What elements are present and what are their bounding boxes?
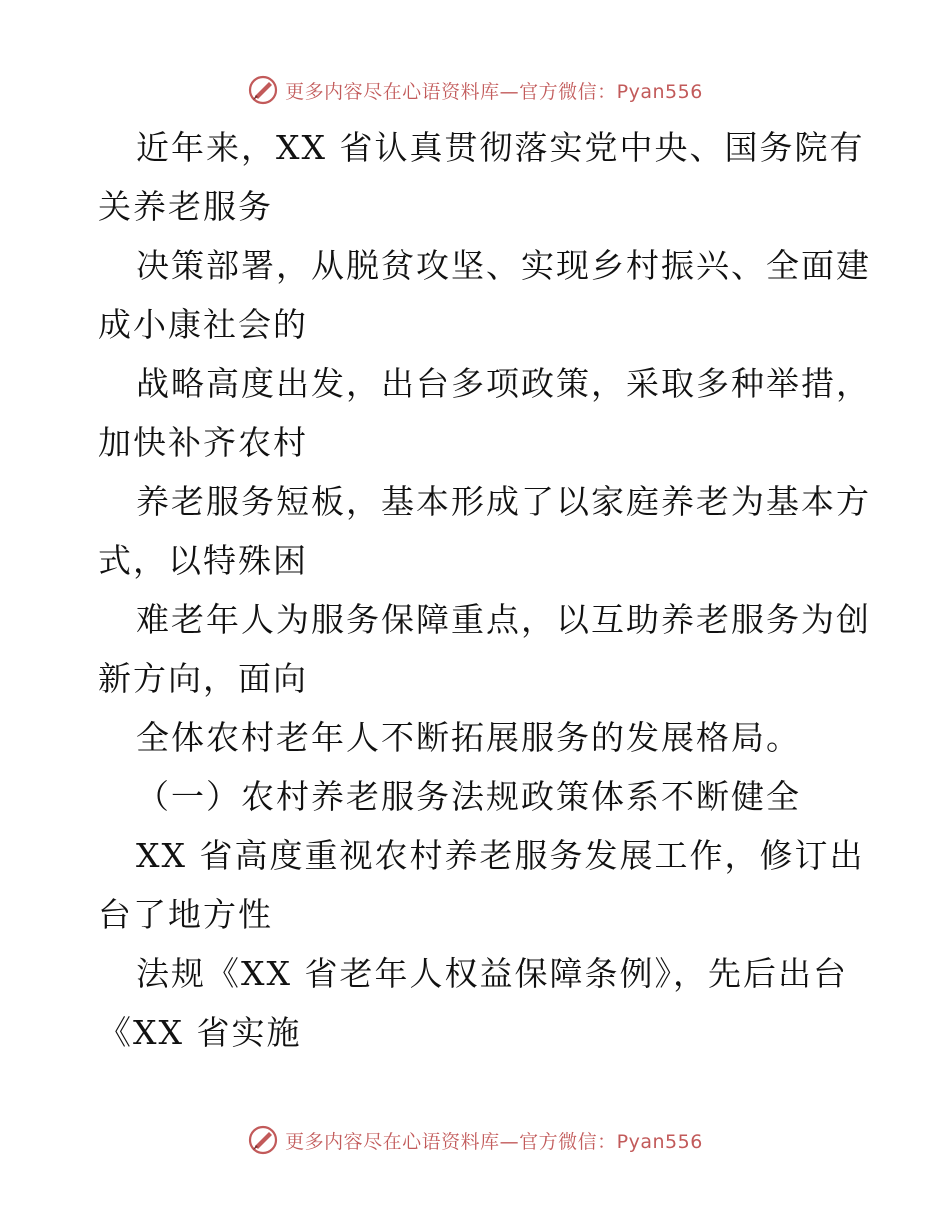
footer-banner-text: 更多内容尽在心语资料库—官方微信：Pyan556 [285,1130,703,1153]
paragraph-line: 式，以特殊困 [98,541,308,580]
paragraph-line: 养老服务短板，基本形成了以家庭养老为基本方 [136,482,871,521]
quill-pen-icon [247,1124,279,1156]
section-heading: （一）农村养老服务法规政策体系不断健全 [136,777,801,816]
paragraph-line: 成小康社会的 [98,305,308,344]
paragraph-line: XX 省高度重视农村养老服务发展工作，修订出 [136,836,865,875]
paragraph-line: 近年来，XX 省认真贯彻落实党中央、国务院有 [136,128,865,167]
paragraph-line: 法规《XX 省老年人权益保障条例》，先后出台 [136,954,848,993]
paragraph-line: 台了地方性 [98,895,273,934]
document-body [98,118,871,1062]
footer-banner [0,1120,950,1160]
paragraph-line: 全体农村老年人不断拓展服务的发展格局。 [136,718,801,757]
paragraph-line: 难老年人为服务保障重点，以互助养老服务为创 [136,600,871,639]
paragraph-line: 《XX 省实施 [98,1013,302,1052]
quill-pen-icon [247,74,279,106]
header-banner-text: 更多内容尽在心语资料库—官方微信：Pyan556 [285,80,703,103]
paragraph-line: 加快补齐农村 [98,423,308,462]
paragraph-line: 战略高度出发，出台多项政策，采取多种举措， [136,364,871,403]
paragraph-line: 新方向，面向 [98,659,308,698]
paragraph-line: 关养老服务 [98,187,273,226]
paragraph-line: 决策部署，从脱贫攻坚、实现乡村振兴、全面建 [136,246,871,285]
header-banner [0,70,950,110]
